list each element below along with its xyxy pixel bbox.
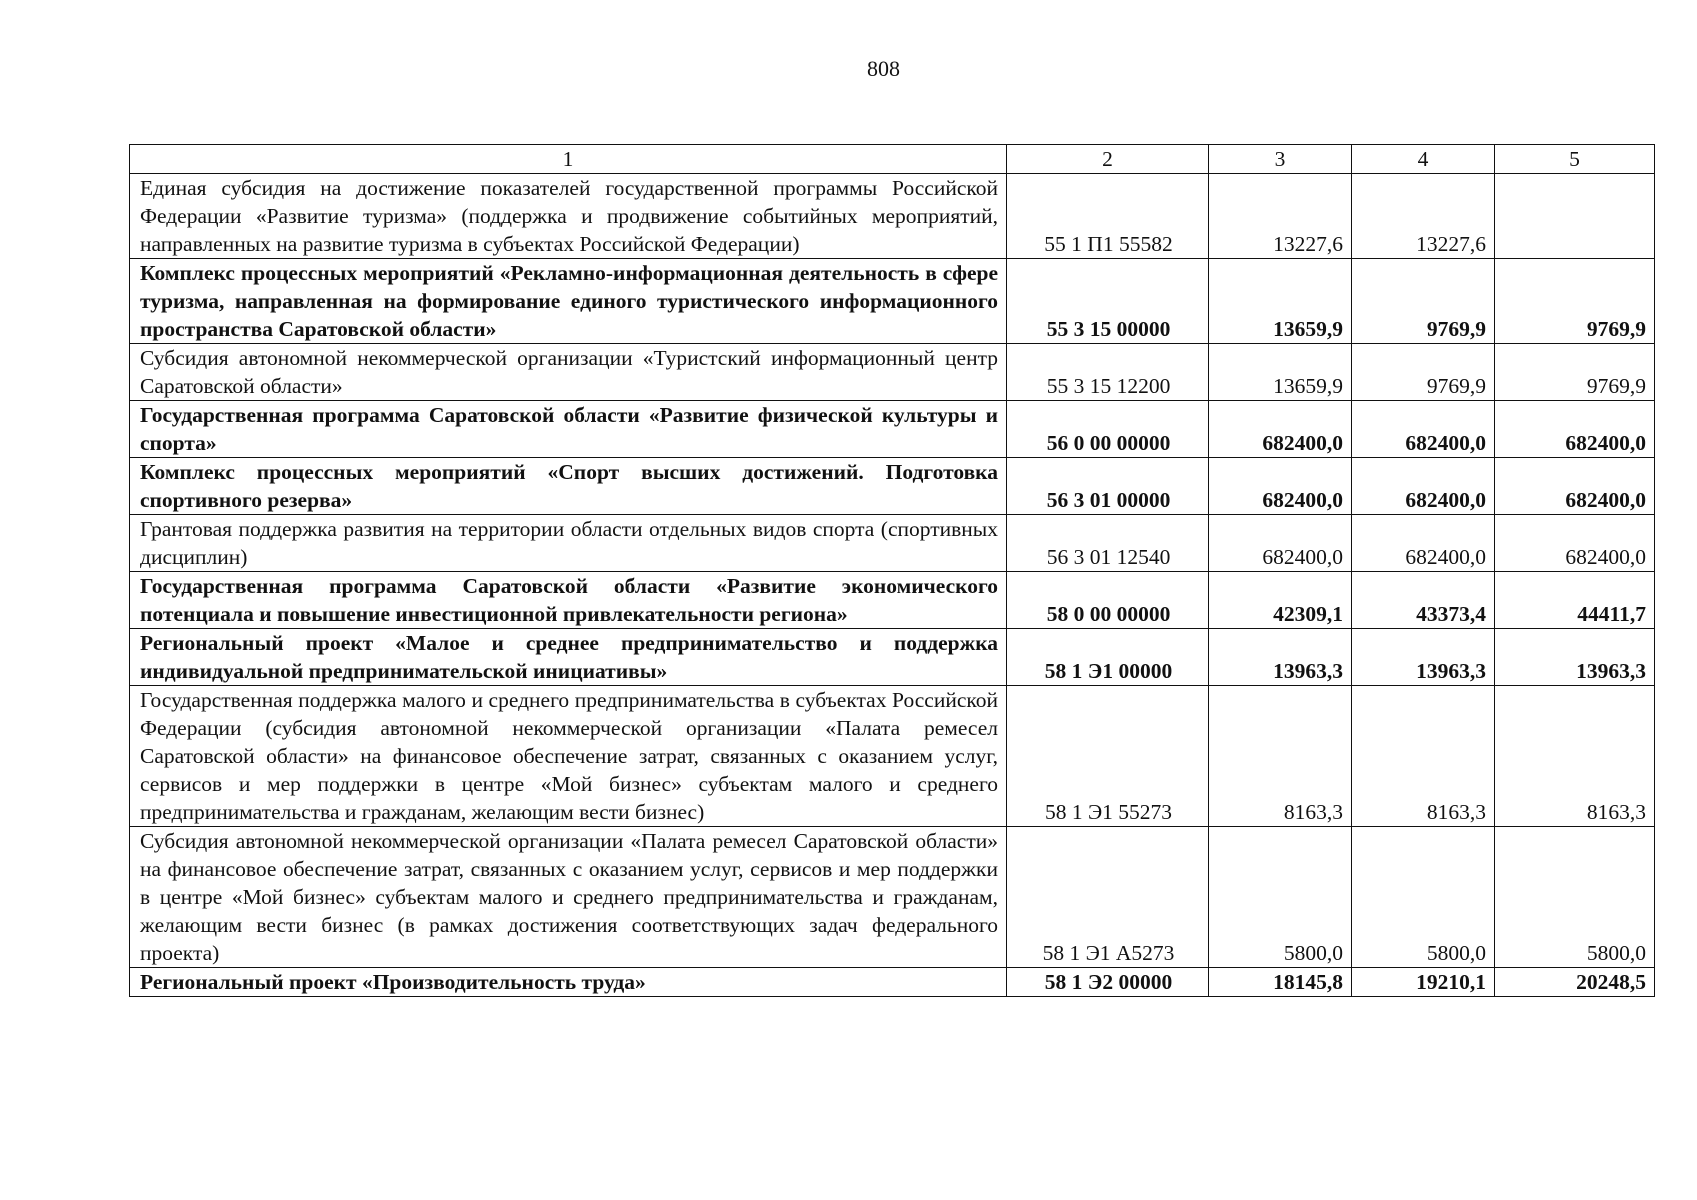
row-value-3-cell: 9769,9 bbox=[1495, 344, 1655, 401]
row-value-2-cell: 43373,4 bbox=[1352, 572, 1495, 629]
row-name-cell: Комплекс процессных мероприятий «Спорт высших достижений. Подготовка спортивного резерва» bbox=[130, 458, 1007, 515]
row-name-cell: Региональный проект «Малое и среднее предпринимательство и поддержка индивидуальной предпринимательской инициативы» bbox=[130, 629, 1007, 686]
row-value-2-cell: 682400,0 bbox=[1352, 515, 1495, 572]
row-code-cell: 58 1 Э1 00000 bbox=[1007, 629, 1209, 686]
row-name-cell: Субсидия автономной некоммерческой организации «Туристский информационный центр Саратовской области» bbox=[130, 344, 1007, 401]
row-value-1-cell: 13659,9 bbox=[1209, 344, 1352, 401]
row-value-1-cell: 5800,0 bbox=[1209, 827, 1352, 968]
table-row bbox=[130, 344, 1655, 401]
row-value-1-cell: 13659,9 bbox=[1209, 259, 1352, 344]
row-value-2-cell: 9769,9 bbox=[1352, 344, 1495, 401]
row-name-cell: Региональный проект «Производительность труда» bbox=[130, 968, 1007, 997]
table-row bbox=[130, 174, 1655, 259]
budget-table bbox=[129, 144, 1655, 997]
table-row bbox=[130, 686, 1655, 827]
row-value-3-cell: 9769,9 bbox=[1495, 259, 1655, 344]
row-value-2-cell: 13963,3 bbox=[1352, 629, 1495, 686]
row-name-cell: Государственная поддержка малого и среднего предпринимательства в субъектах Российской Федерации (субсидия автономной некоммерческой организации «Палата ремесел Саратовской области» на финансовое обеспечение затрат, связанных с оказанием услуг, сервисов и мер поддержки в центре «Мой бизнес» субъектам малого и среднего предпринимательства и гражданам, желающим вести бизнес) bbox=[130, 686, 1007, 827]
row-value-1-cell: 42309,1 bbox=[1209, 572, 1352, 629]
row-name-cell: Государственная программа Саратовской области «Развитие экономического потенциала и повышение инвестиционной привлекательности региона» bbox=[130, 572, 1007, 629]
row-code-cell: 58 1 Э1 А5273 bbox=[1007, 827, 1209, 968]
column-header-2: 2 bbox=[1007, 145, 1209, 174]
row-value-1-cell: 682400,0 bbox=[1209, 458, 1352, 515]
table-row bbox=[130, 259, 1655, 344]
row-value-3-cell: 5800,0 bbox=[1495, 827, 1655, 968]
row-value-3-cell: 44411,7 bbox=[1495, 572, 1655, 629]
row-value-1-cell: 13227,6 bbox=[1209, 174, 1352, 259]
row-name-cell: Грантовая поддержка развития на территории области отдельных видов спорта (спортивных дисциплин) bbox=[130, 515, 1007, 572]
row-value-2-cell: 19210,1 bbox=[1352, 968, 1495, 997]
column-header-3: 3 bbox=[1209, 145, 1352, 174]
row-value-2-cell: 13227,6 bbox=[1352, 174, 1495, 259]
page-number: 808 bbox=[867, 56, 900, 81]
row-code-cell: 56 3 01 00000 bbox=[1007, 458, 1209, 515]
row-value-3-cell: 682400,0 bbox=[1495, 458, 1655, 515]
table-row bbox=[130, 515, 1655, 572]
row-code-cell: 56 0 00 00000 bbox=[1007, 401, 1209, 458]
table-row bbox=[130, 401, 1655, 458]
row-value-1-cell: 682400,0 bbox=[1209, 401, 1352, 458]
table-row bbox=[130, 629, 1655, 686]
table-row bbox=[130, 572, 1655, 629]
row-value-2-cell: 9769,9 bbox=[1352, 259, 1495, 344]
row-name-cell: Государственная программа Саратовской области «Развитие физической культуры и спорта» bbox=[130, 401, 1007, 458]
row-value-2-cell: 8163,3 bbox=[1352, 686, 1495, 827]
row-value-2-cell: 682400,0 bbox=[1352, 401, 1495, 458]
row-value-3-cell bbox=[1495, 174, 1655, 259]
column-header-5: 5 bbox=[1495, 145, 1655, 174]
row-value-1-cell: 18145,8 bbox=[1209, 968, 1352, 997]
table-row bbox=[130, 827, 1655, 968]
row-name-cell: Единая субсидия на достижение показателей государственной программы Российской Федерации «Развитие туризма» (поддержка и продвижение событийных мероприятий, направленных на развитие туризма в субъектах Российской Федерации) bbox=[130, 174, 1007, 259]
row-value-1-cell: 8163,3 bbox=[1209, 686, 1352, 827]
row-value-3-cell: 682400,0 bbox=[1495, 515, 1655, 572]
row-value-3-cell: 20248,5 bbox=[1495, 968, 1655, 997]
row-name-cell: Субсидия автономной некоммерческой организации «Палата ремесел Саратовской области» на финансовое обеспечение затрат, связанных с оказанием услуг, сервисов и мер поддержки в центре «Мой бизнес» субъектам малого и среднего предпринимательства и гражданам, желающим вести бизнес (в рамках достижения соответствующих задач федерального проекта) bbox=[130, 827, 1007, 968]
row-value-3-cell: 13963,3 bbox=[1495, 629, 1655, 686]
row-value-3-cell: 8163,3 bbox=[1495, 686, 1655, 827]
row-value-3-cell: 682400,0 bbox=[1495, 401, 1655, 458]
row-value-1-cell: 682400,0 bbox=[1209, 515, 1352, 572]
row-code-cell: 56 3 01 12540 bbox=[1007, 515, 1209, 572]
column-number-row bbox=[130, 145, 1655, 174]
row-code-cell: 55 3 15 12200 bbox=[1007, 344, 1209, 401]
row-value-1-cell: 13963,3 bbox=[1209, 629, 1352, 686]
row-name-cell: Комплекс процессных мероприятий «Рекламно-информационная деятельность в сфере туризма, направленная на формирование единого туристического информационного пространства Саратовской области» bbox=[130, 259, 1007, 344]
table-row bbox=[130, 968, 1655, 997]
row-code-cell: 55 3 15 00000 bbox=[1007, 259, 1209, 344]
row-value-2-cell: 5800,0 bbox=[1352, 827, 1495, 968]
row-code-cell: 55 1 П1 55582 bbox=[1007, 174, 1209, 259]
row-value-2-cell: 682400,0 bbox=[1352, 458, 1495, 515]
column-header-1: 1 bbox=[130, 145, 1007, 174]
row-code-cell: 58 1 Э2 00000 bbox=[1007, 968, 1209, 997]
row-code-cell: 58 0 00 00000 bbox=[1007, 572, 1209, 629]
column-header-4: 4 bbox=[1352, 145, 1495, 174]
row-code-cell: 58 1 Э1 55273 bbox=[1007, 686, 1209, 827]
table-row bbox=[130, 458, 1655, 515]
